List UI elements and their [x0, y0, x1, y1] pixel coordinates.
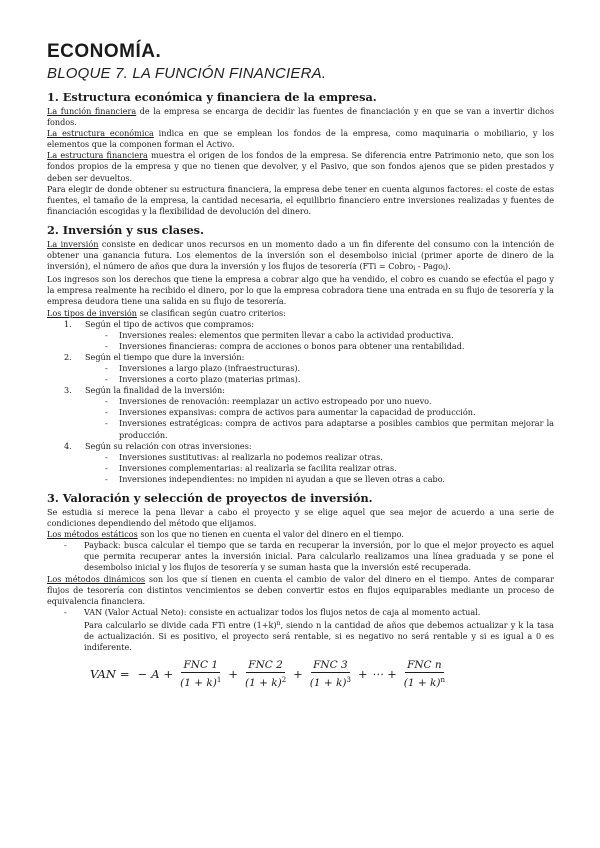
- paragraph-metodos-dinamicos: [47, 574, 554, 607]
- section-2-heading: 2. Inversión y sus clases.: [47, 222, 204, 237]
- term-estructura-economica: La estructura económica: [47, 128, 154, 139]
- denominator-base: (1 + k): [244, 677, 282, 690]
- list-item: [85, 363, 554, 374]
- list-item-text: Inversiones de renovación: reemplazar un activo estropeado por uno nuevo.: [119, 396, 432, 407]
- denominator-base: (1 + k): [180, 677, 217, 690]
- list-number: 4.: [64, 440, 72, 451]
- paragraph-text: indica en que se emplean los fondos de la empresa, como maquinaria o mobiliario, y los elementos que la componen forman el Activo.: [47, 128, 554, 150]
- criteria-item: [47, 385, 554, 440]
- formula-plus: +: [228, 667, 238, 682]
- list-number: 3.: [64, 385, 72, 396]
- fraction-denominator: [245, 673, 286, 689]
- list-item-text: Inversiones expansivas: compra de activos para aumentar la capacidad de producción.: [119, 407, 476, 418]
- formula-plus: +: [357, 667, 368, 682]
- dash-bullet: -: [105, 473, 108, 484]
- list-item: [85, 341, 554, 352]
- sub-list: [85, 452, 554, 485]
- fraction-numerator: FNC 1: [183, 659, 218, 672]
- list-item-text: Inversiones a corto plazo (materias primas).: [119, 374, 301, 385]
- dash-bullet: -: [64, 606, 67, 617]
- paragraph-estructura-financiera: [47, 150, 554, 183]
- section-3: [47, 491, 554, 689]
- formula-plus: +: [387, 667, 397, 682]
- dash-bullet: -: [105, 362, 108, 373]
- fraction-numerator: FNC 2: [248, 659, 283, 672]
- list-item-text: Inversiones complementarias: al realizarla se facilita realizar otras.: [119, 462, 397, 473]
- criteria-item: [47, 319, 554, 352]
- criteria-label: Según su relación con otras inversiones:: [85, 440, 252, 451]
- dash-bullet: -: [105, 374, 108, 385]
- fraction-numerator: FNC 3: [313, 659, 348, 672]
- list-item: [85, 418, 554, 440]
- paragraph-valoracion: Se estudia si merece la pena llevar a cabo el proyecto y se elige aquel que sea mejor de acuerdo a una serie de condiciones dependiendo del método que elijamos.: [47, 507, 554, 529]
- list-item-text: VAN (Valor Actual Neto): consiste en actualizar todos los flujos netos de caja al momento actual.: [84, 606, 481, 617]
- paragraph-text: se clasifican según cuatro criterios:: [137, 307, 286, 318]
- dynamic-methods-list: [47, 607, 554, 653]
- sub-list: [85, 363, 554, 385]
- fraction-numerator: FNC n: [407, 659, 442, 672]
- paragraph-funcion-financiera: [47, 106, 554, 128]
- paragraph-text: - Pago: [415, 261, 443, 272]
- paragraph-tipos-inversion: [47, 308, 554, 319]
- formula-fraction-2: [245, 659, 286, 689]
- term-inversion: La inversión: [47, 238, 99, 249]
- list-number: 2.: [64, 351, 72, 362]
- dash-bullet: -: [105, 329, 108, 340]
- formula-minus: −: [137, 667, 148, 682]
- static-methods-list: [47, 540, 554, 573]
- formula-equals: =: [119, 667, 130, 682]
- list-item-text: Para calcularlo se divide cada FTi entre (1+k): [84, 619, 277, 630]
- sub-list: [85, 330, 554, 352]
- section-3-heading: 3. Valoración y selección de proyectos de inversión.: [47, 491, 373, 505]
- paragraph-text: de la empresa se encarga de decidir las fuentes de financiación y en que se van a invertir dichos fondos.: [47, 106, 554, 128]
- superscript-n: n: [276, 619, 281, 627]
- criteria-label: Según el tiempo que dure la inversión:: [85, 351, 245, 362]
- fraction-denominator: [180, 673, 221, 689]
- paragraph-inversion: [47, 239, 554, 274]
- section-1-heading: 1. Estructura económica y financiera de la empresa.: [47, 90, 377, 104]
- denominator-exponent: 2: [281, 676, 287, 685]
- list-item-text: Inversiones financieras: compra de acciones o bonos para obtener una rentabilidad.: [119, 340, 465, 351]
- list-number: 1.: [64, 318, 72, 329]
- list-item: [85, 474, 554, 485]
- subscript-i: i: [442, 265, 445, 273]
- list-item: [85, 330, 554, 341]
- paragraph-text: son los que no tienen en cuenta el valor del dinero en el tiempo.: [137, 529, 404, 540]
- paragraph-factores: Para elegir de donde obtener su estructura financiera, la empresa debe tener en cuenta algunos factores: el coste de estas fuentes, el tamaño de la empresa, la cantidad necesaria, el equilibrio financiero entre inversiones realizadas y fuentes de financiación escogidas y la flexibilidad de devolución del dinero.: [47, 183, 554, 216]
- list-item-text: Inversiones independientes: no impiden ni ayudan a que se lleven otras a cabo.: [119, 473, 446, 484]
- formula-fraction-1: [180, 659, 221, 689]
- list-item-text: Inversiones sustitutivas: al realizarla no podemos realizar otras.: [119, 451, 383, 462]
- criteria-label: Según el tipo de activos que compramos:: [85, 318, 254, 329]
- list-item: [85, 374, 554, 385]
- term-metodos-dinamicos: Los métodos dinámicos: [47, 573, 146, 584]
- denominator-base: (1 + k): [309, 677, 347, 690]
- paragraph-text: son los que sí tienen en cuenta el cambio de valor del dinero en el tiempo. Antes de comparar flujos de tesorería con distintos vencimientos se deben convertir estos en flujos equiparables mediante un proceso de equivalencia financiera.: [47, 573, 554, 606]
- subscript-i: i: [413, 265, 416, 273]
- criteria-label: Según la finalidad de la inversión:: [85, 385, 225, 396]
- list-item-text: Inversiones estratégicas: compra de activos para adaptarse a posibles cambios que permitan mejorar la producción.: [119, 418, 554, 440]
- dash-bullet: -: [105, 396, 108, 407]
- list-item-van: [47, 607, 554, 653]
- term-tipos-inversion: Los tipos de inversión: [47, 307, 137, 318]
- list-item: [85, 396, 554, 407]
- dash-bullet: -: [105, 407, 108, 418]
- fraction-denominator: [310, 673, 351, 689]
- dash-bullet: -: [64, 540, 67, 551]
- denominator-exponent: n: [440, 676, 445, 685]
- term-funcion-financiera: La función financiera: [47, 106, 137, 116]
- paragraph-metodos-estaticos: [47, 529, 554, 540]
- paragraph-text: muestra el origen de los fondos de la empresa. Se diferencia entre Patrimonio neto, que son los fondos propios de la empresa y que no tienen que devolver, y el Pasivo, que son fondos ajenos que se piden prestados y deben ser devueltos.: [47, 150, 554, 183]
- sub-list: [85, 396, 554, 440]
- list-item: [85, 407, 554, 418]
- list-item-text: , siendo n la cantidad de años que debemos actualizar y k la tasa de actualización. Si es positivo, el proyecto será rentable, si es negativo no será rentable y si es igual a 0 es indiferente.: [84, 619, 554, 653]
- dash-bullet: -: [105, 451, 108, 462]
- dash-bullet: -: [105, 340, 108, 351]
- list-item-text: Payback: busca calcular el tiempo que se tarda en recuperar la inversión, por lo que el mejor proyecto es aquel que permita recuperar antes la inversión inicial. Para calcularlo realizamos una línea graduada y se pone el desembolso inicial y los flujos de tesorería y se suman hasta que la inversión esté recuperada.: [84, 540, 554, 573]
- document-subtitle: BLOQUE 7. LA FUNCIÓN FINANCIERA.: [47, 65, 327, 82]
- denominator-base: (1 + k): [403, 677, 441, 690]
- paragraph-text: consiste en dedicar unos recursos en un momento dado a un fin diferente del consumo con la intención de obtener una ganancia futura. Los elementos de la inversión son el desembolso inicial (primer aporte de dinero de la inversión), el número de años que dura la inversión y los flujos de tesorería (FTi = Cobro: [47, 238, 554, 272]
- list-item-payback: [47, 540, 554, 573]
- denominator-exponent: 3: [346, 676, 351, 685]
- criteria-list: [47, 319, 554, 485]
- fraction-denominator: [404, 673, 445, 689]
- formula-fraction-n: [404, 659, 445, 689]
- list-item: [85, 463, 554, 474]
- criteria-item: [47, 352, 554, 385]
- term-metodos-estaticos: Los métodos estáticos: [47, 529, 138, 540]
- section-1: [47, 90, 554, 217]
- formula-lhs: VAN: [90, 667, 116, 682]
- list-item-text: Inversiones a largo plazo (infraestructuras).: [119, 362, 301, 373]
- formula-plus: +: [163, 667, 174, 682]
- criteria-item: [47, 441, 554, 485]
- van-formula: [90, 659, 554, 689]
- list-item-text: Inversiones reales: elementos que permiten llevar a cabo la actividad productiva.: [119, 329, 454, 340]
- formula-a: A: [151, 667, 160, 682]
- denominator-exponent: 1: [216, 676, 222, 685]
- section-2: [47, 223, 554, 485]
- paragraph-text: ).: [444, 261, 451, 272]
- document-title: ECONOMÍA.: [47, 41, 162, 62]
- paragraph-ingresos: Los ingresos son los derechos que tiene la empresa a cobrar algo que ha vendido, el cobro es cuando se efectúa el pago y la empresa realmente ha recibido el dinero, por lo que la empresa cobradora tiene una entrada en su flujo de tesorería y la empresa deudora tiene una salida en su flujo de tesorería.: [47, 274, 554, 307]
- list-item: [85, 452, 554, 463]
- formula-plus: +: [293, 667, 303, 682]
- dash-bullet: -: [105, 418, 108, 429]
- dash-bullet: -: [105, 462, 108, 473]
- paragraph-estructura-economica: [47, 128, 554, 150]
- formula-fraction-3: [310, 659, 351, 689]
- formula-ellipsis: ⋯: [371, 667, 384, 682]
- term-estructura-financiera: La estructura financiera: [47, 150, 148, 161]
